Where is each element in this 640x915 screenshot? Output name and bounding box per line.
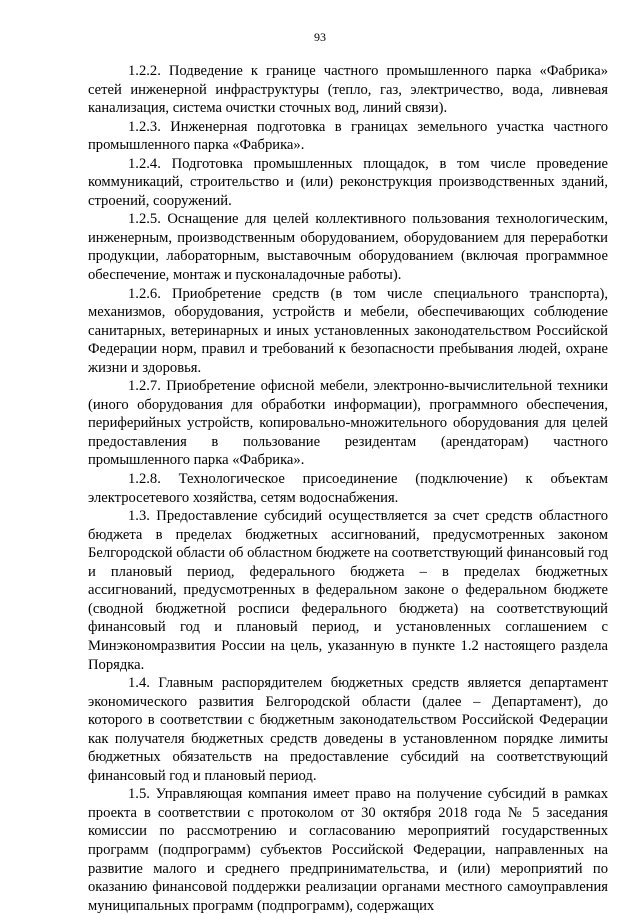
paragraph-1-2-2: 1.2.2. Подведение к границе частного промышленного парка «Фабрика» сетей инженерной инфраструктуры (тепло, газ, электричество, вода, ливневая канализация, система очистки сточных вод, линий связи). xyxy=(88,63,608,117)
paragraph-1-2-3: 1.2.3. Инженерная подготовка в границах земельного участка частного промышленного парка «Фабрика». xyxy=(88,118,608,154)
paragraph-1-3: 1.3. Предоставление субсидий осуществляется за счет средств областного бюджета в пределах бюджетных ассигнований, предусмотренных законом Белгородской области об областном бюджете на соответствующий финансовый год и плановый период, федерального бюджета – в пределах бюджетных ассигнований, предусмотренных в федеральном законе о федеральном бюджете (сводной бюджетной росписи федерального бюджета) на соответствующий финансовый год и плановый период, и установленных соглашением с Минэкономразвития России на цель, указанную в пункте 1.2 настоящего раздела Порядка. xyxy=(88,508,608,673)
paragraph-1-4: 1.4. Главным распорядителем бюджетных средств является департамент экономического развития Белгородской области (далее – Департамент), до которого в соответствии с бюджетным законодательством Российской Федерации как получателя бюджетных средств доведены в установленном порядке лимиты бюджетных обязательств на предоставление субсидий на соответствующий финансовый год и плановый период. xyxy=(88,675,608,784)
paragraph-1-5: 1.5. Управляющая компания имеет право на получение субсидий в рамках проекта в соответствии с протоколом от 30 октября 2018 года № 5 заседания комиссии по рассмотрению и согласованию мероприятий государственных программ (подпрограмм) субъектов Российской Федерации, направленных на развитие малого и среднего предпринимательства, и (или) мероприятий по оказанию финансовой поддержки реализации органами местного самоуправления муниципальных программ (подпрограмм), содержащих xyxy=(88,786,608,914)
paragraph-1-2-6: 1.2.6. Приобретение средств (в том числе специального транспорта), механизмов, оборудования, устройств и мебели, обеспечивающих соблюдение санитарных, ветеринарных и иных установленных законодательством Российской Федерации норм, правил и требований к безопасности пребывания людей, охране жизни и здоровья. xyxy=(88,285,608,376)
paragraph-1-2-8: 1.2.8. Технологическое присоединение (подключение) к объектам электросетевого хозяйства, сетям водоснабжения. xyxy=(88,471,608,506)
paragraph-1-2-7: 1.2.7. Приобретение офисной мебели, электронно-вычислительной техники (иного оборудования для обработки информации), программного обеспечения, периферийных устройств, копировально-множительного оборудования для целей предоставления в пользование резидентам (арендаторам) частного промышленного парка «Фабрика». xyxy=(88,378,608,469)
paragraph-1-2-5: 1.2.5. Оснащение для целей коллективного пользования технологическим, инженерным, производственным оборудованием, оборудованием для переработки продукции, лабораторным, выставочным оборудованием (включая программное обеспечение, монтаж и пусконаладочные работы). xyxy=(88,211,608,284)
document-body xyxy=(88,62,608,915)
paragraph-1-2-4: 1.2.4. Подготовка промышленных площадок, в том числе проведение коммуникаций, строительство и (или) реконструкция производственных зданий, строений, сооружений. xyxy=(88,155,608,209)
page-number: 93 xyxy=(314,30,326,44)
